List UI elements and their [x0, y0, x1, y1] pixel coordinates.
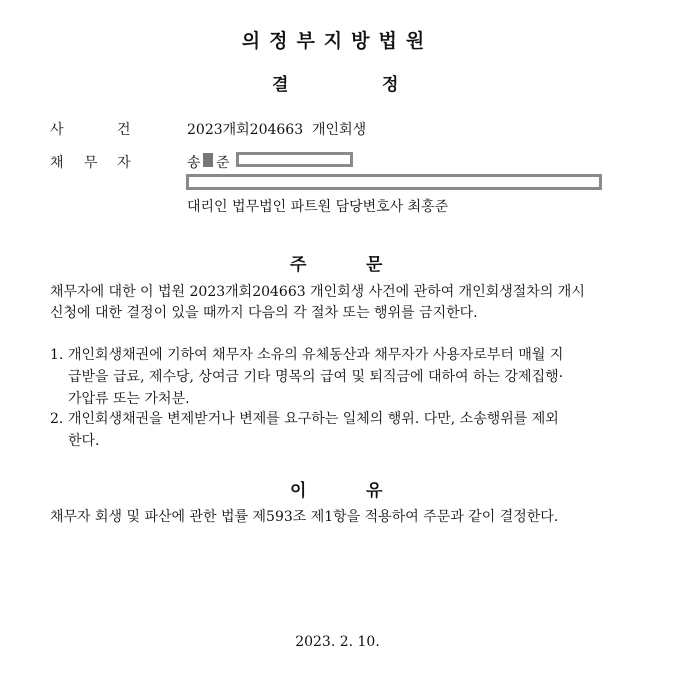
order-item-2: [50, 408, 630, 452]
order-item-1-number: 1.: [50, 347, 64, 363]
order-item-1-line-1: 개인회생채권에 기하여 채무자 소유의 유체동산과 채무자가 사용자로부터 매월 지: [68, 347, 564, 363]
reason-text: 채무자 회생 및 파산에 관한 법률 제593조 제1항을 적용하여 주문과 같이 결정한다.: [50, 509, 559, 525]
debtor-agent: 대리인 법무법인 파트원 담당변호사 최홍준: [187, 199, 449, 215]
debtor-label-3: 자: [117, 155, 131, 171]
order-heading-right: 문: [366, 255, 383, 275]
document-title-right: 정: [382, 75, 399, 95]
case-label-1: 사: [50, 122, 64, 138]
order-item-1: [50, 344, 630, 410]
order-item-2-line-1: 개인회생채권을 변제받거나 변제를 요구하는 일체의 행위. 다만, 소송행위를 제외: [68, 411, 559, 427]
decision-date: 2023. 2. 10.: [295, 634, 380, 650]
debtor-label-1: 채: [50, 155, 64, 171]
order-heading-left: 주: [290, 255, 307, 275]
case-label-2: 건: [117, 122, 131, 138]
order-item-1-line-3: 가압류 또는 가처분.: [68, 391, 190, 407]
debtor-label-2: 무: [84, 155, 98, 171]
case-value: 2023개회204663 개인회생: [187, 122, 367, 138]
document-title-left: 결: [272, 75, 289, 95]
order-item-2-number: 2.: [50, 411, 64, 427]
redaction-box-address: [186, 174, 602, 190]
order-item-1-line-2: 급받을 급료, 제수당, 상여금 기타 명목의 급여 및 퇴직금에 대하여 하는 강제집행·: [68, 369, 564, 385]
order-intro-line-2: 신청에 대한 결정이 있을 때까지 다음의 각 절차 또는 행위를 금지한다.: [50, 305, 478, 321]
order-intro-line-1: 채무자에 대한 이 법원 2023개회204663 개인회생 사건에 관하여 개인회생절차의 개시: [50, 284, 585, 300]
reason-heading-left: 이: [290, 481, 307, 501]
redaction-box-id: [236, 152, 353, 167]
name-redaction-mark: [203, 153, 213, 167]
debtor-name-last: 준: [216, 155, 230, 171]
order-item-2-line-2: 한다.: [68, 433, 100, 449]
reason-heading-right: 유: [366, 481, 383, 501]
debtor-name-first: 송: [187, 155, 201, 171]
court-name: 의정부지방법원: [241, 30, 434, 52]
